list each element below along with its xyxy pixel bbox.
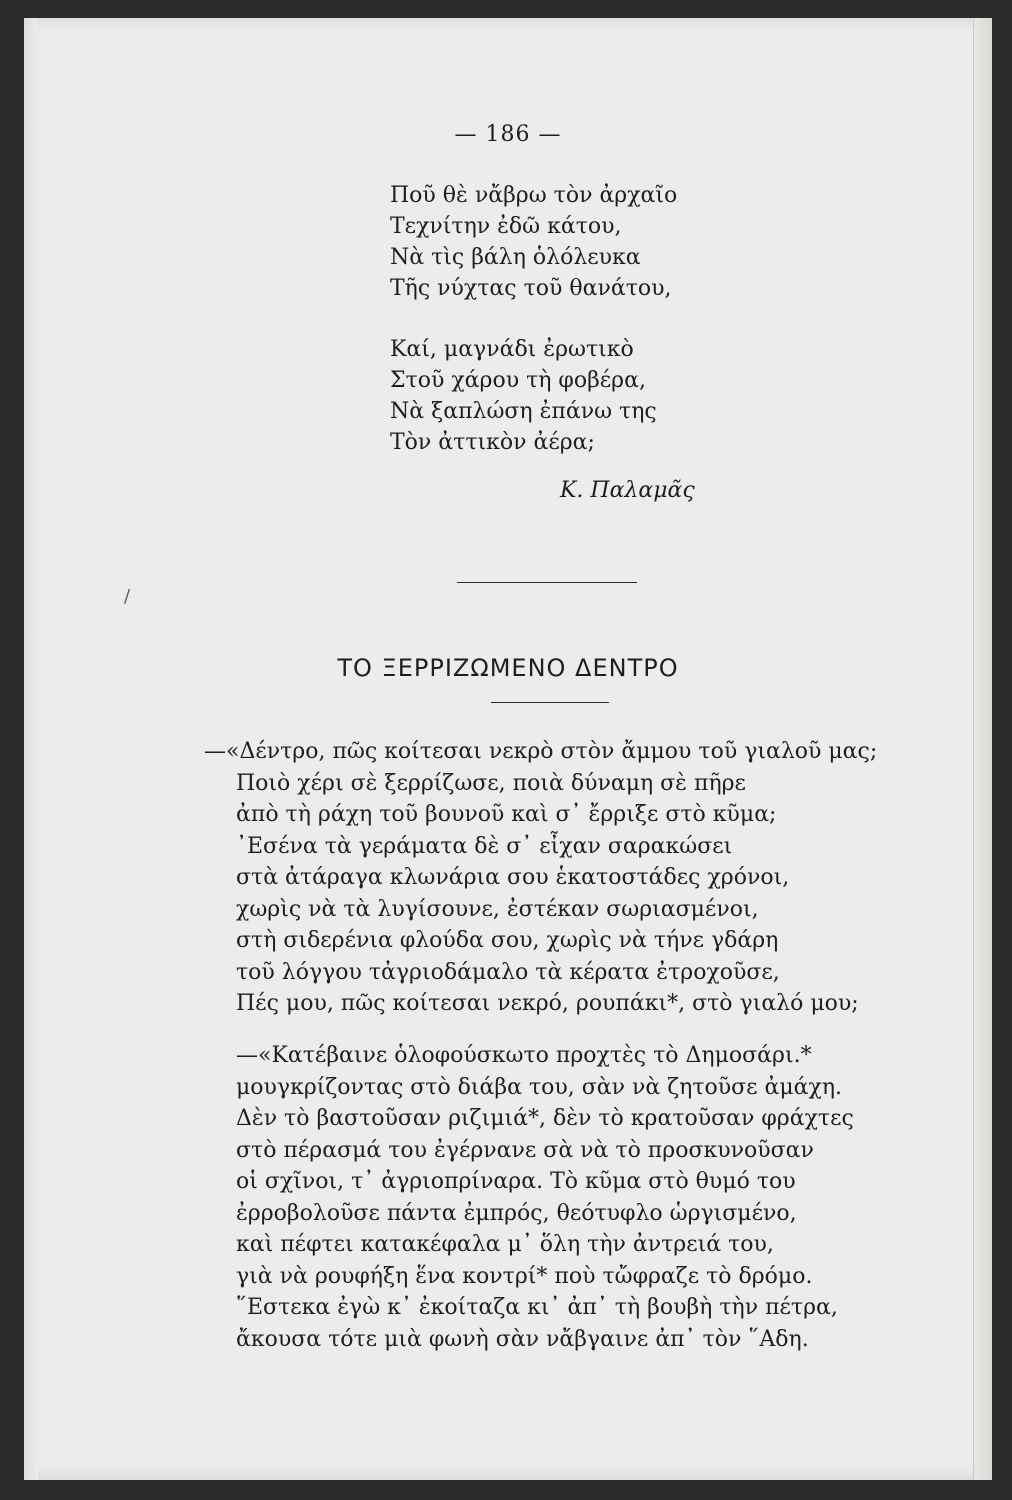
- poem-line: στὸ πέρασμά του ἐγέρνανε σὰ νὰ τὸ προσκυνοῦσαν: [236, 1137, 814, 1163]
- poem-line: ῞Εστεκα ἐγὼ κ᾽ ἐκοίταζα κι᾽ ἀπ᾽ τὴ βουβὴ τὴν πέτρα,: [236, 1295, 838, 1320]
- page-edge: [973, 18, 992, 1480]
- margin-mark: /: [124, 586, 131, 607]
- poem-line: Στοῦ χάρου τὴ φοβέρα,: [390, 368, 646, 393]
- poem-line: μουγκρίζοντας στὸ διάβα του, σὰν νὰ ζητοῦσε ἀμάχη.: [236, 1074, 843, 1100]
- poem-line: στὴ σιδερένια φλούδα σου, χωρὶς νὰ τήνε γδάρη: [236, 928, 779, 953]
- poem-line: οἱ σχῖνοι, τ᾽ ἀγριοπρίναρα. Τὸ κῦμα στὸ θυμό του: [236, 1169, 796, 1194]
- poem-line: —«Δέντρο, πῶς κοίτεσαι νεκρὸ στὸν ἄμμου τοῦ γιαλοῦ μας;: [204, 739, 878, 764]
- poem-line: Πές μου, πῶς κοίτεσαι νεκρό, ρουπάκι*, στὸ γιαλό μου;: [236, 991, 859, 1016]
- poem-line: τοῦ λόγγου τἀγριοδάμαλο τὰ κέρατα ἐτροχοῦσε,: [236, 959, 780, 985]
- document-page: [24, 18, 992, 1480]
- poem-line: χωρὶς νὰ τὰ λυγίσουνε, ἐστέκαν σωριασμένοι,: [236, 896, 759, 922]
- poem-verse-1: [204, 736, 877, 1020]
- poem-line: γιὰ νὰ ρουφήξη ἕνα κοντρί* ποὺ τὤφραζε τὸ δρόμο.: [236, 1263, 813, 1289]
- poem-line: ἐρροβολοῦσε πάντα ἐμπρός, θεότυφλο ὡργισμένο,: [236, 1200, 797, 1226]
- poem-line: ᾽Εσένα τὰ γεράματα δὲ σ᾽ εἶχαν σαρακώσει: [236, 833, 733, 859]
- poem-line: Τῆς νύχτας τοῦ θανάτου,: [390, 276, 672, 301]
- poem-line: Τὸν ἀττικὸν ἀέρα;: [390, 430, 595, 455]
- page-gutter-shadow: [24, 18, 38, 1480]
- author-signature: Κ. Παλαμᾶς: [560, 478, 695, 503]
- poem-line: ἄκουσα τότε μιὰ φωνὴ σὰν νἄβγαινε ἀπ᾽ τὸν ῞Αδη.: [236, 1326, 809, 1352]
- poem-line: Ποιὸ χέρι σὲ ξερρίζωσε, ποιὰ δύναμη σὲ πῆρε: [236, 770, 746, 796]
- poem-line: Τεχνίτην ἐδῶ κάτου,: [390, 214, 622, 239]
- poem-line: Νὰ τὶς βάλη ὁλόλευκα: [390, 245, 641, 270]
- previous-poem-stanza-1: [390, 180, 677, 304]
- poem-line: Καί, μαγνάδι ἐρωτικὸ: [390, 337, 634, 362]
- section-divider: [457, 582, 637, 583]
- poem-line: —«Κατέβαινε ὁλοφούσκωτο προχτὲς τὸ Δημοσάρι.*: [236, 1043, 812, 1068]
- poem-title: ΤΟ ΞΕΡΡΙΖΩΜΕΝΟ ΔΕΝΤΡΟ: [337, 654, 679, 682]
- poem-line: Νὰ ξαπλώση ἐπάνω της: [390, 399, 657, 424]
- poem-verse-2: [204, 1040, 854, 1355]
- poem-line: καὶ πέφτει κατακέφαλα μ᾽ ὅλη τὴν ἀντρειά του,: [236, 1232, 774, 1257]
- poem-line: Δὲν τὸ βαστοῦσαν ριζιμιά*, δὲν τὸ κρατοῦσαν φράχτες: [236, 1106, 854, 1131]
- poem-line: Ποῦ θὲ νἄβρω τὸν ἀρχαῖο: [390, 183, 678, 208]
- poem-line: στὰ ἀτάραγα κλωνάρια σου ἑκατοστάδες χρόνοι,: [236, 865, 790, 890]
- previous-poem-stanza-2: [390, 334, 657, 458]
- title-underline: [491, 702, 609, 703]
- poem-line: ἀπὸ τὴ ράχη τοῦ βουνοῦ καὶ σ᾽ ἔρριξε στὸ κῦμα;: [236, 802, 777, 827]
- page-number: — 186 —: [454, 122, 562, 147]
